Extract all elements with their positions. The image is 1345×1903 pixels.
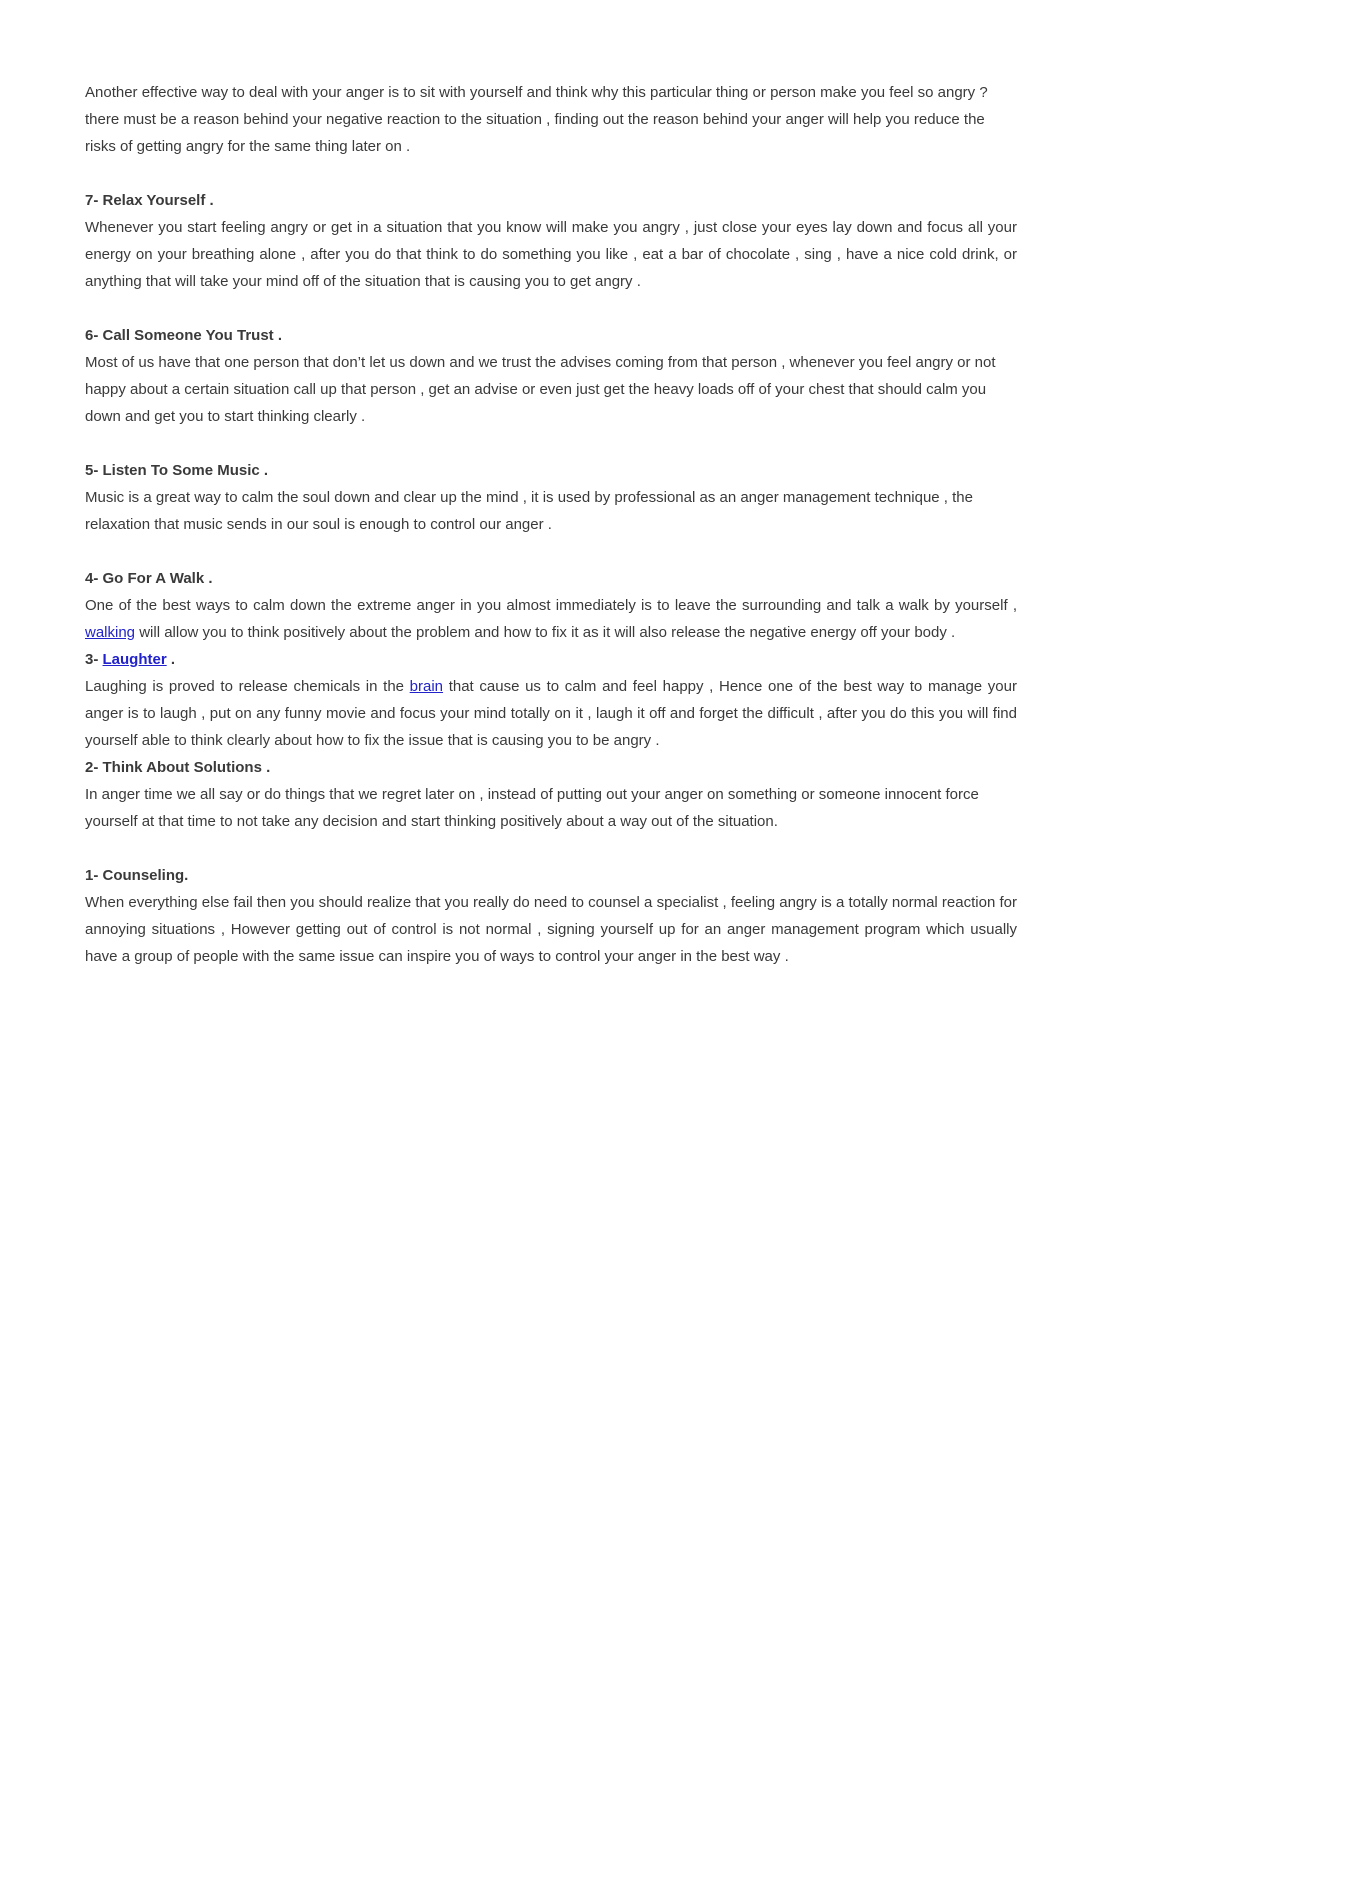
text-run: 7- Relax Yourself . <box>85 192 214 209</box>
text-run: Whenever you start feeling angry or get in a situation that you know will make you angry , just close your eyes lay down and focus all your energy on your breathing alone , after you do that think to do something you like , eat a bar of chocolate , sing , have a nice cold drink, or anything that will take your mind off of the situation that is causing you to get angry . <box>85 219 1017 290</box>
brain-link[interactable]: brain <box>409 678 444 695</box>
text-run: 4- Go For A Walk . <box>85 570 213 587</box>
text-run: When everything else fail then you should realize that you really do need to counsel a specialist , feeling angry is a totally normal reaction for annoying situations , However getting out of control is not normal , signing yourself up for an anger management program which usually have a group of people with the same issue can inspire you of ways to control your anger in the best way . <box>85 894 1017 965</box>
heading-counseling <box>85 862 1017 889</box>
heading-laughter <box>85 646 1017 673</box>
text-run: 5- Listen To Some Music . <box>85 462 269 479</box>
text-run: 6- Call Someone You Trust . <box>85 327 282 344</box>
paragraph-listen-to-some-music <box>85 484 1017 538</box>
paragraph-think-about-solutions <box>85 781 1017 835</box>
paragraph-counseling <box>85 889 1017 970</box>
paragraph-laughter <box>85 673 1017 754</box>
heading-call-someone-you-trust <box>85 322 1017 349</box>
text-run: Another effective way to deal with your anger is to sit with yourself and think why this particular thing or person make you feel so angry ? there must be a reason behind your negative reaction to the situation , finding out the reason behind your anger will help you reduce the risks of getting angry for the same thing later on . <box>85 84 988 155</box>
article-content <box>0 0 1017 970</box>
text-run: 3- <box>85 651 103 668</box>
paragraph-go-for-a-walk <box>85 592 1017 646</box>
heading-go-for-a-walk <box>85 565 1017 592</box>
text-run: In anger time we all say or do things that we regret later on , instead of putting out your anger on something or someone innocent force yourself at that time to not take any decision and start thinking positively about a way out of the situation. <box>85 786 979 830</box>
text-run: Most of us have that one person that don’t let us down and we trust the advises coming from that person , whenever you feel angry or not happy about a certain situation call up that person , get an advise or even just get the heavy loads off of your chest that should calm you down and get you to start thinking clearly . <box>85 354 996 425</box>
text-run: One of the best ways to calm down the extreme anger in you almost immediately is to leave the surrounding and talk a walk by yourself , <box>85 597 1017 614</box>
intro-paragraph <box>85 79 1017 160</box>
text-run: . <box>166 651 176 668</box>
text-run: Music is a great way to calm the soul down and clear up the mind , it is used by professional as an anger management technique , the relaxation that music sends in our soul is enough to control our anger . <box>85 489 973 533</box>
text-run: 1- Counseling. <box>85 867 189 884</box>
text-run: will allow you to think positively about the problem and how to fix it as it will also release the negative energy off your body . <box>135 624 956 641</box>
paragraph-call-someone-you-trust <box>85 349 1017 430</box>
walking-link[interactable]: walking <box>85 624 136 641</box>
text-run: 2- Think About Solutions . <box>85 759 271 776</box>
text-run: that cause us to calm and feel happy , Hence one of the best way to manage your anger is to laugh , put on any funny movie and focus your mind totally on it , laugh it off and forget the difficult , after you do this you will find yourself able to think clearly about how to fix the issue that is causing you to be angry . <box>85 678 1017 749</box>
heading-think-about-solutions <box>85 754 1017 781</box>
heading-relax-yourself <box>85 187 1017 214</box>
text-run: Laughing is proved to release chemicals in the <box>85 678 410 695</box>
heading-listen-to-some-music <box>85 457 1017 484</box>
paragraph-relax-yourself <box>85 214 1017 295</box>
laughter-link[interactable]: Laughter <box>102 651 167 668</box>
